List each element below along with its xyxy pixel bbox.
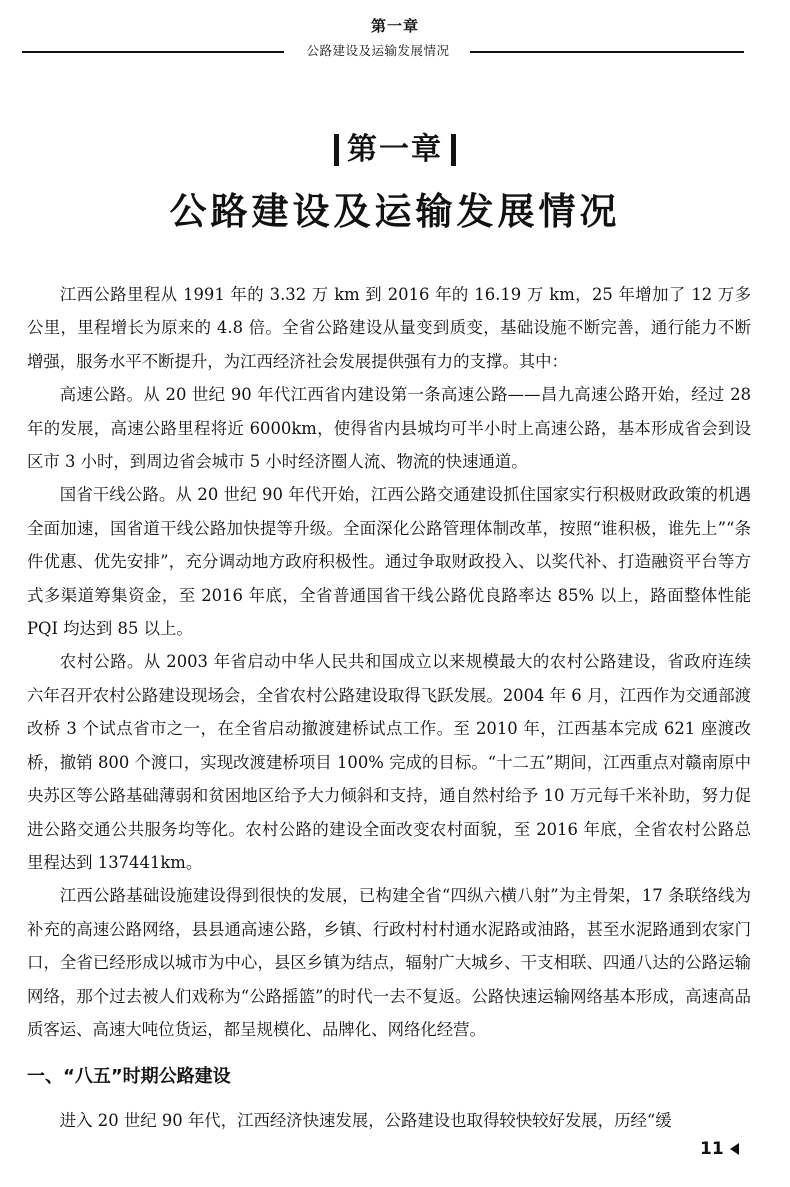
chapter-label (334, 128, 456, 172)
running-head (0, 16, 790, 62)
chapter-title: 公路建设及运输发展情况 (169, 190, 621, 233)
running-head-rule-left (22, 51, 284, 53)
page-number-text: 11 (700, 1139, 724, 1159)
paragraph-section-start: 进入 20 世纪 90 年代，江西经济快速发展，公路建设也取得较快较好发展，历经“缓 (59, 1111, 672, 1131)
running-head-rule-right (470, 51, 744, 53)
section-heading: 一、“八五”时期公路建设 (27, 1066, 231, 1088)
page-number (700, 1137, 739, 1161)
left-triangle-icon (730, 1143, 739, 1155)
paragraph-expressway: 高速公路。从 20 世纪 90 年代江西省内建设第一条高速公路——昌九高速公路开始，经过 28 年的发展，高速公路里程将近 6000km，使得省内县城均可半小时上高速公路，基本形成省会到设区市 3 小时，到周边省会城市 5 小时经济圈人流、物流的快速通道。 (27, 385, 751, 472)
paragraph-intro: 江西公路里程从 1991 年的 3.32 万 km 到 2016 年的 16.19 万 km，25 年增加了 12 万多公里，里程增长为原来的 4.8 倍。全省公路建设从量变到质变，基础设施不断完善，通行能力不断增强，服务水平不断提升，为江西经济社会发展提供强有力的支撑。其中： (27, 285, 751, 371)
running-head-row (0, 40, 790, 62)
chapter-label-text: 第一章 (347, 132, 443, 167)
chapter-bar-right (451, 134, 456, 166)
running-head-chapter: 第一章 (370, 17, 419, 35)
paragraph-rural-road: 农村公路。从 2003 年省启动中华人民共和国成立以来规模最大的农村公路建设，省政府连续六年召开农村公路建设现场会，全省农村公路建设取得飞跃发展。2004 年 6 月，江西作为交通部渡改桥 3 个试点省市之一，在全省启动撤渡建桥试点工作。至 2010 年，江西基本完成 621 座渡改桥，撤销 800 个渡口，实现改渡建桥项目 100% 完成的目标。“十二五”期间，江西重点对赣南原中央苏区等公路基础薄弱和贫困地区给予大力倾斜和支持，通自然村给予 10 万元每千米补助，努力促进公路交通公共服务均等化。农村公路的建设全面改变农村面貌，至 2016 年底，全省农村公路总里程达到 137441km。 (27, 652, 751, 872)
paragraph-network: 江西公路基础设施建设得到很快的发展，已构建全省“四纵六横八射”为主骨架，17 条联络线为补充的高速公路网络，县县通高速公路，乡镇、行政村村村通水泥路或油路，甚至水泥路通到农家门口，全省已经形成以城市为中心，县区乡镇为结点，辐射广大城乡、干支相联、四通八达的公路运输网络，那个过去被人们戏称为“公路摇篮”的时代一去不复返。公路快速运输网络基本形成，高速高品质客运、高速大吨位货运，都呈规模化、品牌化、网络化经营。 (27, 886, 751, 1039)
chapter-heading (0, 128, 790, 238)
chapter-bar-left (334, 134, 339, 166)
body-text (27, 278, 751, 1138)
paragraph-trunk-highway: 国省干线公路。从 20 世纪 90 年代开始，江西公路交通建设抓住国家实行积极财政政策的机遇全面加速，国省道干线公路加快提等升级。全面深化公路管理体制改革，按照“谁积极，谁先上”“条件优惠、优先安排”，充分调动地方政府积极性。通过争取财政投入、以奖代补、打造融资平台等方式多渠道筹集资金，至 2016 年底，全省普通国省干线公路优良路率达 85% 以上，路面整体性能 PQI 均达到 85 以上。 (27, 485, 751, 639)
running-head-title: 公路建设及运输发展情况 (306, 43, 450, 58)
